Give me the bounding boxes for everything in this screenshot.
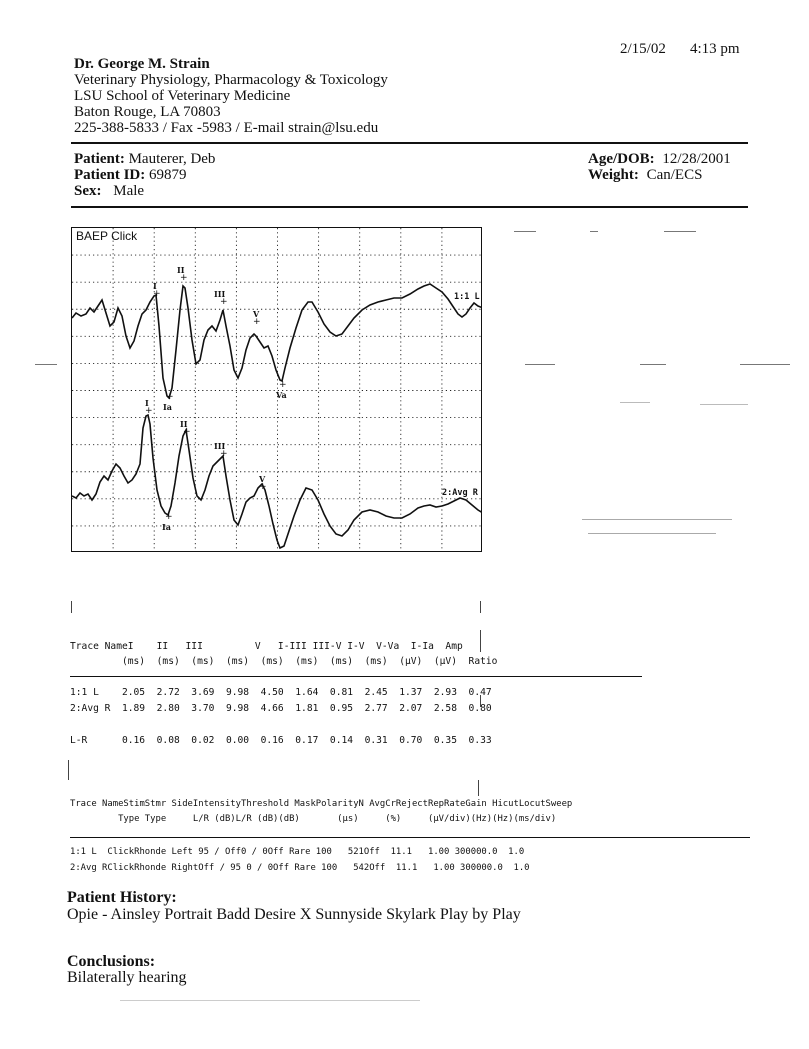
patient-weight-label: Weight: [588, 167, 639, 183]
patient-age-value: 12/28/2001 [662, 151, 731, 167]
trace-2-peak-label: II [180, 419, 188, 429]
scan-mark [71, 601, 72, 613]
conclusions-text: Bilaterally hearing [67, 969, 187, 986]
scan-speck [620, 402, 650, 403]
patient-sex-label: Sex: [74, 183, 102, 199]
scan-speck [740, 364, 790, 365]
settings-units-row: Type Type L/R (dB)L/R (dB)(dB) (µs) (%) (µV/div)(Hz)(Hz)(ms/div) [70, 814, 557, 824]
trace-1-peak-label: V [253, 309, 260, 319]
patient-age-label: Age/DOB: [588, 151, 655, 167]
trace-2-peak-label: III [214, 441, 226, 451]
history-heading: Patient History: [67, 889, 177, 906]
department: Veterinary Physiology, Pharmacology & Toxicology [74, 72, 388, 88]
history-text: Opie - Ainsley Portrait Badd Desire X Sunnyside Skylark Play by Play [67, 906, 521, 923]
header-divider [71, 142, 748, 144]
trace-1-peak-label: I [153, 281, 157, 291]
patient-divider [71, 206, 748, 208]
patient-weight-row [588, 167, 702, 183]
scan-speck [514, 231, 536, 232]
report-time: 4:13 pm [690, 41, 740, 57]
patient-sex-value: Male [113, 183, 145, 199]
baep-plot [71, 227, 482, 552]
patient-sex-row [74, 183, 144, 199]
scan-speck [35, 364, 57, 365]
school: LSU School of Veterinary Medicine [74, 88, 291, 104]
trace-2-peak-label: V [259, 474, 266, 484]
scan-speck [664, 231, 696, 232]
trace-1-peak-marker: + [279, 380, 287, 390]
scan-speck [588, 533, 716, 534]
trace-2-peak-marker: + [145, 406, 153, 416]
trace-1-peak-label: Ia [163, 402, 172, 412]
measure-header-divider [70, 676, 642, 677]
plot-title: BAEP Click [76, 229, 138, 243]
settings-row-right: 2:Avg RClickRhonde RightOff / 95 0 / 0Off Rare 100 542Off 11.1 1.00 300000.0 1.0 [70, 863, 530, 873]
scan-mark [478, 780, 479, 796]
patient-id-row [74, 167, 187, 183]
measure-units-row: (ms) (ms) (ms) (ms) (ms) (ms) (ms) (ms) (µV) (µV) Ratio [70, 656, 498, 667]
trace-1-peak-label: Va [276, 390, 287, 400]
scan-speck [700, 404, 748, 405]
measure-header-row: Trace NameI II III V I-III III-V I-V V-Va I-Ia Amp [70, 641, 463, 652]
trace-1-left-waveform [72, 284, 482, 398]
patient-name-row [74, 151, 215, 167]
conclusions-heading: Conclusions: [67, 953, 156, 970]
doctor-name: Dr. George M. Strain [74, 56, 210, 72]
scan-mark [480, 630, 481, 652]
trace-2-peak-marker: + [183, 427, 191, 437]
scan-mark [480, 601, 481, 613]
city-address: Baton Rouge, LA 70803 [74, 104, 221, 120]
settings-header-divider [70, 837, 750, 838]
patient-name-label: Patient: [74, 151, 125, 167]
trace-2-peak-label: I [145, 398, 149, 408]
patient-age-row [588, 151, 731, 167]
settings-row-left: 1:1 L ClickRhonde Left 95 / Off0 / 0Off Rare 100 521Off 11.1 1.00 300000.0 1.0 [70, 847, 525, 857]
trace-1-peak-marker: + [166, 392, 174, 402]
trace-1-label: 1:1 L [454, 292, 480, 302]
patient-name-value: Mauterer, Deb [128, 151, 216, 167]
scan-speck [525, 364, 555, 365]
scan-speck [120, 1000, 420, 1001]
patient-weight-value: Can/ECS [646, 167, 703, 183]
trace-1-peak-marker: + [153, 289, 161, 299]
trace-2-label: 2:Avg R [442, 488, 478, 498]
trace-2-peak-marker: + [259, 482, 267, 492]
settings-header-row: Trace NameStimStmr SideIntensityThreshold MaskPolarityN AvgCrRejectRepRateGain HicutLocutSweep [70, 799, 573, 809]
scan-speck [640, 364, 666, 365]
trace-2-peak-marker: + [220, 449, 228, 459]
scan-speck [590, 231, 598, 232]
measure-row-diff: L-R 0.16 0.08 0.02 0.00 0.16 0.17 0.14 0.31 0.70 0.35 0.33 [70, 735, 492, 746]
patient-id-label: Patient ID: [74, 167, 146, 183]
contact-info: 225-388-5833 / Fax -5983 / E-mail strain@lsu.edu [74, 120, 379, 136]
measure-row-left: 1:1 L 2.05 2.72 3.69 9.98 4.50 1.64 0.81 2.45 1.37 2.93 0.47 [70, 687, 492, 698]
trace-1-peak-marker: + [220, 297, 228, 307]
patient-id-value: 69879 [149, 167, 187, 183]
trace-1-peak-label: III [214, 289, 226, 299]
trace-2-peak-marker: + [165, 512, 173, 522]
trace-2-peak-label: Ia [162, 522, 171, 532]
measure-row-right: 2:Avg R 1.89 2.80 3.70 9.98 4.66 1.81 0.95 2.77 2.07 2.58 0.80 [70, 703, 492, 714]
scan-speck [582, 519, 732, 520]
report-date: 2/15/02 [620, 41, 666, 57]
trace-1-peak-marker: + [180, 273, 188, 283]
trace-1-peak-marker: + [253, 317, 261, 327]
trace-1-peak-label: II [177, 265, 185, 275]
scan-mark [68, 760, 69, 780]
trace-2-right-waveform [72, 415, 482, 548]
